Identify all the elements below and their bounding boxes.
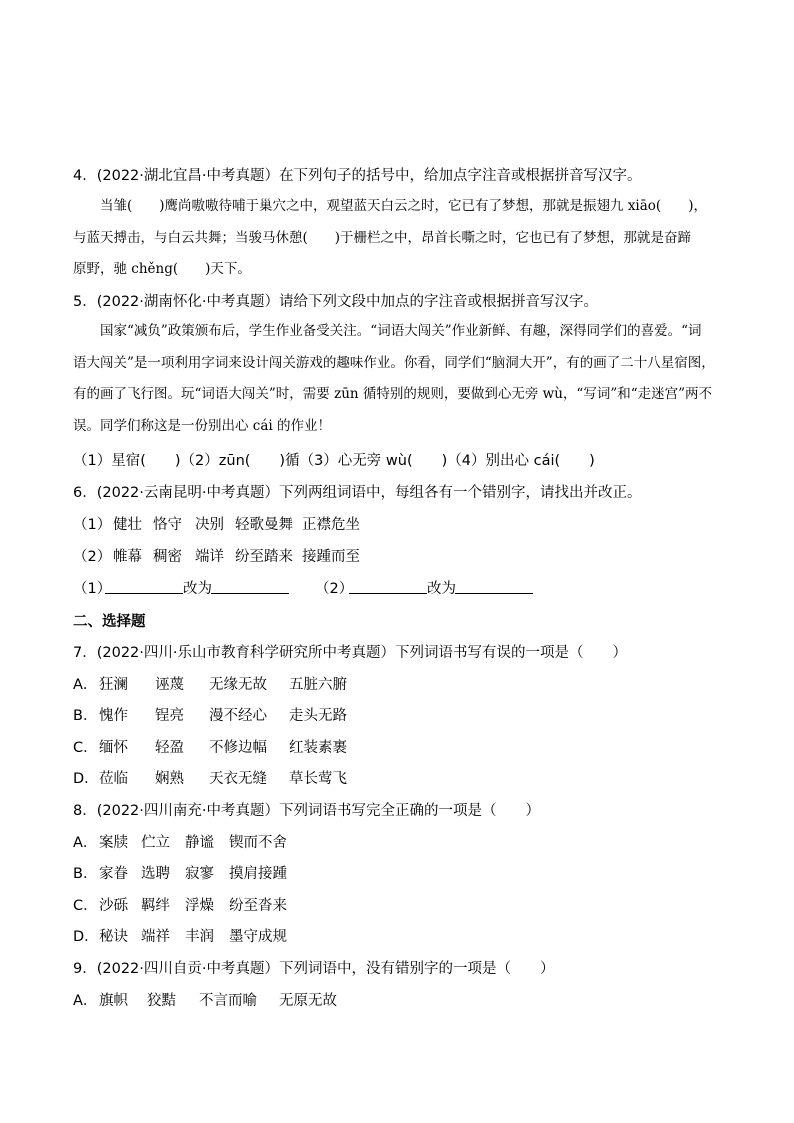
option-word: 浮燥 xyxy=(185,898,214,914)
q7-option-b[interactable] xyxy=(73,706,347,726)
q9-option-a[interactable] xyxy=(73,991,337,1011)
q6-word: 帷幕 xyxy=(113,549,142,565)
q6-word: 正襟危坐 xyxy=(302,517,360,533)
option-letter: D． xyxy=(73,771,99,787)
option-word: 缅怀 xyxy=(99,740,128,756)
option-word: 天衣无缝 xyxy=(209,771,267,787)
option-word: 无缘无故 xyxy=(209,677,267,693)
option-letter: A． xyxy=(73,677,98,693)
q7-option-d[interactable] xyxy=(73,769,347,789)
q4-stem: 4．(2022·湖北宜昌·中考真题）在下列句子的括号中，给加点字注音或根据拼音写汉字。 xyxy=(73,168,642,184)
option-word: 锃亮 xyxy=(155,708,184,724)
q6-blank-correct-1[interactable] xyxy=(211,579,289,594)
q7-stem: 7．(2022·四川·乐山市教育科学研究所中考真题）下列词语书写有误的一项是（ ） xyxy=(73,645,627,661)
option-word: 丰润 xyxy=(185,929,214,945)
option-word: 旗帜 xyxy=(99,993,128,1009)
option-word: 案牍 xyxy=(99,835,128,851)
q5-passage xyxy=(73,316,723,442)
option-word: 五脏六腑 xyxy=(289,677,347,693)
q6-blank-wrong-2[interactable] xyxy=(349,579,427,594)
q6-stem: 6．(2022·云南昆明·中考真题）下列两组词语中，每组各有一个错别字，请找出并改正。 xyxy=(73,485,642,501)
option-word: 纷至沓来 xyxy=(229,898,287,914)
option-word: 诬蔑 xyxy=(155,677,184,693)
option-word: 摸肩接踵 xyxy=(229,866,287,882)
option-word: 红装素裹 xyxy=(289,740,347,756)
option-word: 秘诀 xyxy=(99,929,128,945)
q5-passage-line-2: 语大闯关”是一项利用字词来设计闯关游戏的趣味作业。你看，同学们“脑洞大开”，有的画了二十八星宿图， xyxy=(73,354,715,371)
q6-blank-correct-2[interactable] xyxy=(455,579,533,594)
option-letter: C． xyxy=(73,740,98,756)
q6-fill-1-mid: 改为 xyxy=(183,581,212,597)
option-word: 无原无故 xyxy=(279,993,337,1009)
q8-option-c[interactable] xyxy=(73,896,287,916)
q4-passage-line-1: 当雏( )鹰尚嗷嗷待哺于巢穴之中，观望蓝天白云之时，它已有了梦想，那就是振翅九 xiāo( )， xyxy=(100,198,707,214)
q6-fill-2-mid: 改为 xyxy=(427,581,456,597)
option-word: 草长莺飞 xyxy=(289,771,347,787)
option-word: 选聘 xyxy=(141,866,170,882)
q8-option-d[interactable] xyxy=(73,927,287,947)
option-word: 伫立 xyxy=(141,835,170,851)
q6-fill-1-label: （1） xyxy=(73,581,112,597)
option-letter: A． xyxy=(73,993,98,1009)
q6-group-2 xyxy=(73,547,360,567)
q6-word: 纷至踏来 xyxy=(235,549,293,565)
q6-fill-2-label: （2） xyxy=(315,581,354,597)
q4-passage-line-3: 原野，驰 chěng( )天下。 xyxy=(73,261,251,277)
q5-passage-line-1: 国家“减负”政策颁布后，学生作业备受关注。“词语大闯关”作业新鲜、有趣，深得同学们的喜爱。“词 xyxy=(100,323,702,339)
option-word: 沙砾 xyxy=(99,898,128,914)
q5-answer-line: （1）星宿( )（2）zūn( )循（3）心无旁 wù( )（4）别出心 cái( ) xyxy=(73,453,595,469)
q6-word: 决别 xyxy=(195,517,224,533)
option-word: 愧作 xyxy=(99,708,128,724)
option-word: 端祥 xyxy=(141,929,170,945)
q9-stem: 9．(2022·四川自贡·中考真题）下列词语中，没有错别字的一项是（ ） xyxy=(73,961,555,977)
option-letter: C． xyxy=(73,898,98,914)
option-word: 墨守成规 xyxy=(229,929,287,945)
option-word: 走头无路 xyxy=(289,708,347,724)
q4-passage xyxy=(73,191,723,286)
q6-group-2-label: （2） xyxy=(73,549,112,565)
q6-fill-line xyxy=(73,579,533,599)
option-word: 漫不经心 xyxy=(209,708,267,724)
q6-group-1 xyxy=(73,515,360,535)
q5-stem: 5．(2022·湖南怀化·中考真题）请给下列文段中加点的字注音或根据拼音写汉字。 xyxy=(73,294,598,310)
option-word: 家眷 xyxy=(99,866,128,882)
option-letter: A． xyxy=(73,835,98,851)
section-heading: 二、选择题 xyxy=(73,614,146,630)
option-word: 静谧 xyxy=(185,835,214,851)
q5-passage-line-4: 误。同学们称这是一份别出心 cái 的作业！ xyxy=(73,417,332,434)
option-word: 轻盈 xyxy=(155,740,184,756)
option-word: 不修边幅 xyxy=(209,740,267,756)
option-word: 娴熟 xyxy=(155,771,184,787)
q4-passage-line-2: 与蓝天搏击，与白云共舞；当骏马休憩( )于栅栏之中，昂首长嘶之时，它也已有了梦想，那就是奋蹄 xyxy=(73,229,692,246)
q6-blank-wrong-1[interactable] xyxy=(105,579,183,594)
q6-word: 稠密 xyxy=(153,549,182,565)
option-letter: D． xyxy=(73,929,99,945)
option-letter: B． xyxy=(73,866,98,882)
option-word: 寂寥 xyxy=(185,866,214,882)
option-letter: B． xyxy=(73,708,98,724)
q6-word: 轻歌曼舞 xyxy=(235,517,293,533)
q8-option-a[interactable] xyxy=(73,833,287,853)
q6-word: 接踵而至 xyxy=(302,549,360,565)
q5-passage-line-3: 有的画了飞行图。玩“词语大闯关”时，需要 zūn 循特别的规则，要做到心无旁 wù，“写词”和“走迷宫”两不 xyxy=(73,386,713,402)
q6-group-1-label: （1） xyxy=(73,517,112,533)
option-word: 狂澜 xyxy=(99,677,128,693)
q6-word: 健壮 xyxy=(113,517,142,533)
option-word: 羁绊 xyxy=(141,898,170,914)
q8-option-b[interactable] xyxy=(73,864,287,884)
q7-option-c[interactable] xyxy=(73,738,347,758)
q6-word: 端详 xyxy=(195,549,224,565)
option-word: 锲而不舍 xyxy=(229,835,287,851)
q8-stem: 8．(2022·四川南充·中考真题）下列词语书写完全正确的一项是（ ） xyxy=(73,803,540,819)
q7-option-a[interactable] xyxy=(73,675,347,695)
option-word: 不言而喻 xyxy=(199,993,257,1009)
option-word: 狡黠 xyxy=(147,993,176,1009)
option-word: 莅临 xyxy=(99,771,128,787)
q6-word: 恪守 xyxy=(153,517,182,533)
